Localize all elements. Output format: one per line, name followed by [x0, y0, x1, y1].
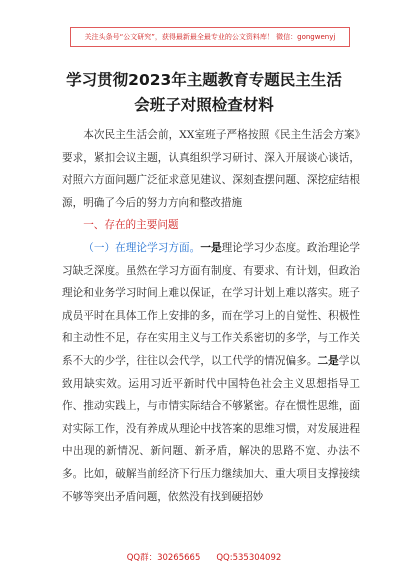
- footer-qq: QQ:535304092: [216, 553, 282, 563]
- document-body: [62, 124, 360, 508]
- footer-qq-group: QQ群：30265665: [126, 553, 201, 563]
- point-1-text: 理论学习少态度。政治理论学习缺乏深度。虽然在学习方面有制度、有要求、有计划，但政治理论和业务学习时间上难以保证，在学习计划上难以落实。班子成员平时在具体工作上安排的多，而在学习上的自觉性、积极性和主动性不足，存在实用主义与工作关系密切的多学，与工作关系不大的少学，往往以会代学，以工代学的情况偏多。: [62, 241, 361, 367]
- title-line-2: 会班子对照检查材料: [134, 96, 274, 114]
- subsection-heading: （一）在理论学习方面。: [83, 241, 201, 254]
- header-banner: [70, 27, 350, 47]
- section-heading: 一、存在的主要问题: [83, 219, 179, 232]
- footer-contact: [0, 551, 408, 563]
- point-2-text: 学以致用缺实效。运用习近平新时代中国特色社会主义思想指导工作、推动实践上，与市情实际结合不够紧密。存在惯性思维，面对实际工作，没有养成从理论中找答案的思维习惯，对发展进程中出现的新情况、新问题、新矛盾，解决的思路不宽、办法不多。比如，破解当前经济下行压力继续加大、重大项目支撑接续不够等突出矛盾问题，依然没有找到硬招妙: [62, 354, 361, 503]
- point-2-lead: 二是: [317, 354, 339, 367]
- header-banner-text: 关注头条号“公文研究”，获得最新最全最专业的公文资料库！ 微信：gongwenyj: [84, 33, 336, 41]
- intro-paragraph: 本次民主生活会前，XX室班子严格按照《民主生活会方案》要求，紧扣会议主题，认真组织学习研讨、深入开展谈心谈话，对照六方面问题广泛征求意见建议、深刻查摆问题、深挖症结根源，明确了今后的努力方向和整改措施: [62, 129, 360, 209]
- point-1-lead: 一是: [200, 241, 222, 254]
- document-title: [40, 68, 368, 118]
- title-line-1: 学习贯彻2023年主题教育专题民主生活: [66, 71, 342, 89]
- body-paragraph: [62, 237, 360, 508]
